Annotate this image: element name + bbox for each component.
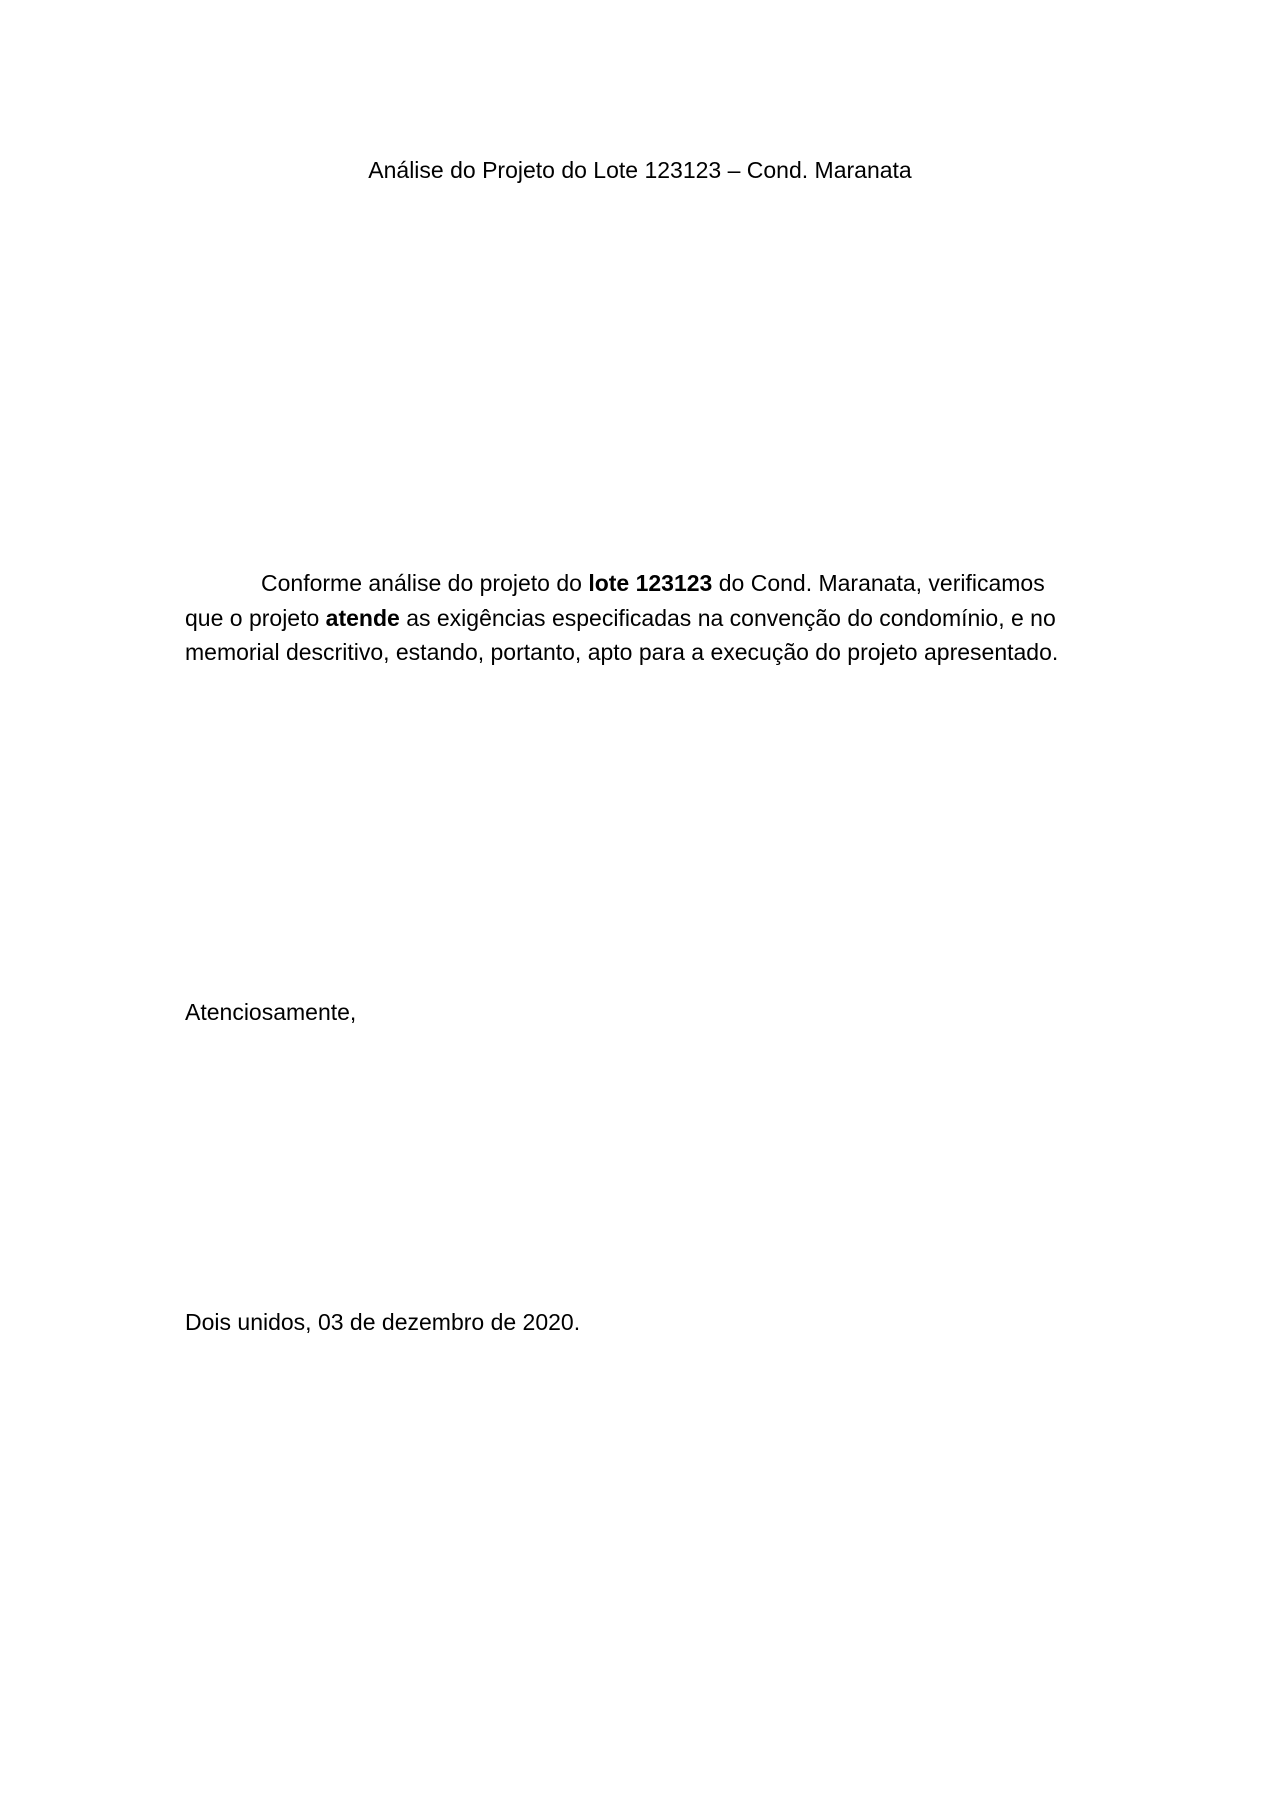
paragraph-line-1 bbox=[185, 566, 1105, 601]
paragraph-line-2 bbox=[185, 601, 1105, 636]
closing-salutation: Atenciosamente, bbox=[185, 999, 357, 1025]
paragraph-line-2-start: que o projeto bbox=[185, 604, 326, 631]
body-paragraph bbox=[185, 566, 1105, 670]
paragraph-line-2-end: as exigências especificadas na convenção do condomínio, e no bbox=[399, 604, 1056, 631]
paragraph-line-1-end: do Cond. Maranata, verificamos bbox=[712, 570, 1045, 596]
lot-number-bold: lote 123123 bbox=[588, 570, 713, 596]
approval-status-bold: atende bbox=[325, 604, 400, 631]
document-title: Análise do Projeto do Lote 123123 – Cond. Maranata bbox=[368, 157, 912, 183]
place-and-date: Dois unidos, 03 de dezembro de 2020. bbox=[185, 1309, 581, 1335]
paragraph-line-3: memorial descritivo, estando, portanto, apto para a execução do projeto apresentado. bbox=[185, 639, 1059, 665]
paragraph-line-1-start: Conforme análise do projeto do bbox=[261, 570, 589, 596]
